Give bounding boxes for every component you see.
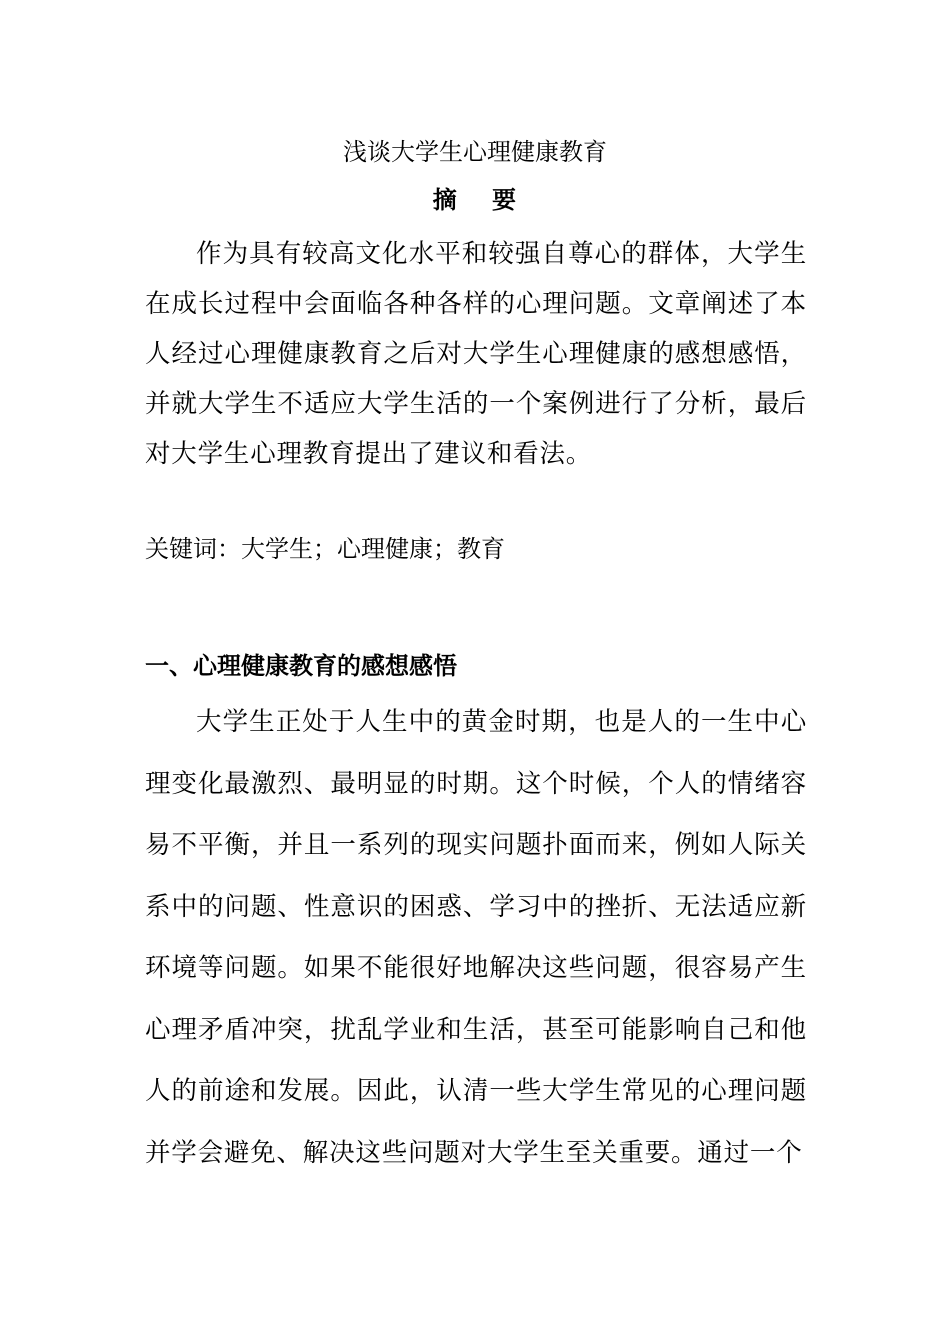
section-1-paragraph: 大学生正处于人生中的黄金时期，也是人的一生中心理变化最激烈、最明显的时期。这个时候，个人的情绪容易不平衡，并且一系列的现实问题扑面而来，例如人际关系中的问题、性意识的困惑、学习中的挫折、无法适应新环境等问题。如果不能很好地解决这些问题，很容易产生心理矛盾冲突，扰乱学业和生活，甚至可能影响自己和他人的前途和发展。因此，认清一些大学生常见的心理问题并学会避免、解决这些问题对大学生至关重要。通过一个 [145,707,807,1168]
document-title: 浅谈大学生心理健康教育 [343,138,607,166]
section-1-heading: 一、心理健康教育的感想感悟 [145,652,457,680]
abstract-heading-right: 要 [492,186,518,214]
abstract-heading [0,180,950,220]
abstract-paragraph: 作为具有较高文化水平和较强自尊心的群体，大学生在成长过程中会面临各种各样的心理问题。文章阐述了本人经过心理健康教育之后对大学生心理健康的感想感悟，并就大学生不适应大学生活的一个案例进行了分析，最后对大学生心理教育提出了建议和看法。 [145,239,807,469]
keywords-line: 关键词：大学生；心理健康；教育 [145,535,505,563]
abstract-heading-left: 摘 [432,186,458,214]
